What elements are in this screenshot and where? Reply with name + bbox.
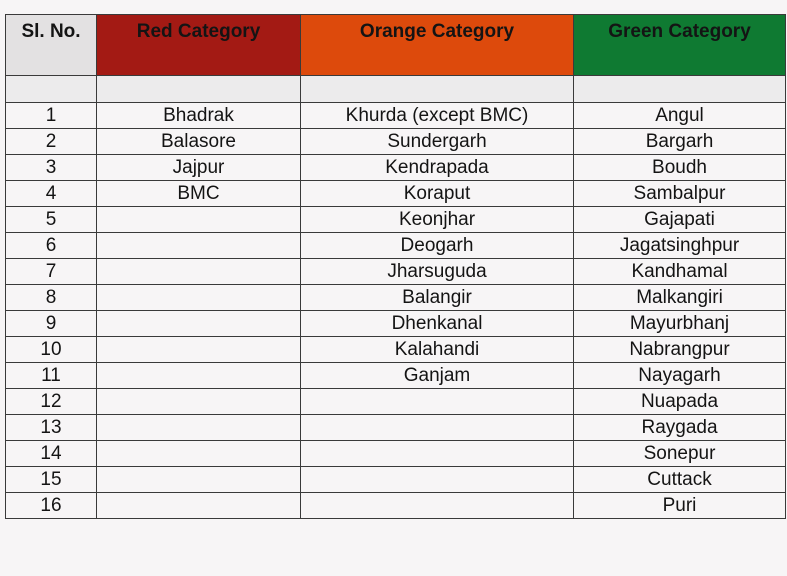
table-row	[6, 389, 786, 415]
table-row	[6, 337, 786, 363]
red-category-cell	[97, 441, 301, 467]
spacer-cell	[301, 76, 574, 103]
sl-no-cell: 7	[6, 259, 97, 285]
sl-no-cell: 6	[6, 233, 97, 259]
table-row	[6, 311, 786, 337]
header-sl-no	[6, 15, 97, 76]
sl-no-cell: 13	[6, 415, 97, 441]
green-category-cell: Bargarh	[574, 129, 786, 155]
orange-category-cell: Jharsuguda	[301, 259, 574, 285]
table-row	[6, 259, 786, 285]
orange-category-cell: Kendrapada	[301, 155, 574, 181]
red-category-cell	[97, 259, 301, 285]
table-row	[6, 233, 786, 259]
sl-no-cell: 5	[6, 207, 97, 233]
orange-category-cell: Sundergarh	[301, 129, 574, 155]
green-category-cell: Sambalpur	[574, 181, 786, 207]
green-category-cell: Sonepur	[574, 441, 786, 467]
orange-category-cell: Ganjam	[301, 363, 574, 389]
green-category-cell: Nabrangpur	[574, 337, 786, 363]
table-row	[6, 103, 786, 129]
table-row	[6, 155, 786, 181]
green-category-cell: Boudh	[574, 155, 786, 181]
red-category-cell: Jajpur	[97, 155, 301, 181]
header-green-category	[574, 15, 786, 76]
red-category-cell	[97, 493, 301, 519]
orange-category-cell: Keonjhar	[301, 207, 574, 233]
green-category-cell: Angul	[574, 103, 786, 129]
table-row	[6, 285, 786, 311]
red-category-cell	[97, 285, 301, 311]
header-green-label: Green Category	[608, 21, 751, 42]
header-red-category	[97, 15, 301, 76]
sl-no-cell: 10	[6, 337, 97, 363]
red-category-cell	[97, 467, 301, 493]
sl-no-cell: 16	[6, 493, 97, 519]
sl-no-cell: 9	[6, 311, 97, 337]
table-row	[6, 415, 786, 441]
orange-category-cell	[301, 389, 574, 415]
table-row	[6, 207, 786, 233]
header-sl-no-label: Sl. No.	[21, 21, 81, 42]
green-category-cell: Nuapada	[574, 389, 786, 415]
red-category-cell	[97, 415, 301, 441]
red-category-cell	[97, 337, 301, 363]
orange-category-cell: Koraput	[301, 181, 574, 207]
orange-category-cell	[301, 493, 574, 519]
header-row	[6, 15, 786, 76]
orange-category-cell: Dhenkanal	[301, 311, 574, 337]
spacer-row	[6, 76, 786, 103]
orange-category-cell	[301, 467, 574, 493]
table-row	[6, 467, 786, 493]
orange-category-cell: Balangir	[301, 285, 574, 311]
red-category-cell: Bhadrak	[97, 103, 301, 129]
red-category-cell: Balasore	[97, 129, 301, 155]
table-row	[6, 181, 786, 207]
green-category-cell: Gajapati	[574, 207, 786, 233]
header-orange-label: Orange Category	[359, 21, 515, 42]
spacer-cell	[574, 76, 786, 103]
red-category-cell	[97, 389, 301, 415]
red-category-cell	[97, 363, 301, 389]
green-category-cell: Nayagarh	[574, 363, 786, 389]
table-row	[6, 441, 786, 467]
orange-category-cell: Khurda (except BMC)	[301, 103, 574, 129]
table-row	[6, 363, 786, 389]
table-row	[6, 493, 786, 519]
sl-no-cell: 12	[6, 389, 97, 415]
green-category-cell: Jagatsinghpur	[574, 233, 786, 259]
green-category-cell: Mayurbhanj	[574, 311, 786, 337]
green-category-cell: Raygada	[574, 415, 786, 441]
red-category-cell: BMC	[97, 181, 301, 207]
sl-no-cell: 8	[6, 285, 97, 311]
sl-no-cell: 11	[6, 363, 97, 389]
sl-no-cell: 14	[6, 441, 97, 467]
orange-category-cell: Deogarh	[301, 233, 574, 259]
sl-no-cell: 3	[6, 155, 97, 181]
header-red-label: Red Category	[136, 21, 261, 42]
orange-category-cell: Kalahandi	[301, 337, 574, 363]
table-body	[6, 76, 786, 519]
green-category-cell: Puri	[574, 493, 786, 519]
header-orange-category	[301, 15, 574, 76]
green-category-cell: Malkangiri	[574, 285, 786, 311]
sl-no-cell: 4	[6, 181, 97, 207]
sl-no-cell: 1	[6, 103, 97, 129]
green-category-cell: Kandhamal	[574, 259, 786, 285]
sl-no-cell: 2	[6, 129, 97, 155]
district-category-table	[5, 14, 786, 519]
red-category-cell	[97, 233, 301, 259]
spacer-cell	[97, 76, 301, 103]
table-row	[6, 129, 786, 155]
orange-category-cell	[301, 441, 574, 467]
sl-no-cell: 15	[6, 467, 97, 493]
orange-category-cell	[301, 415, 574, 441]
red-category-cell	[97, 311, 301, 337]
red-category-cell	[97, 207, 301, 233]
green-category-cell: Cuttack	[574, 467, 786, 493]
spacer-cell	[6, 76, 97, 103]
